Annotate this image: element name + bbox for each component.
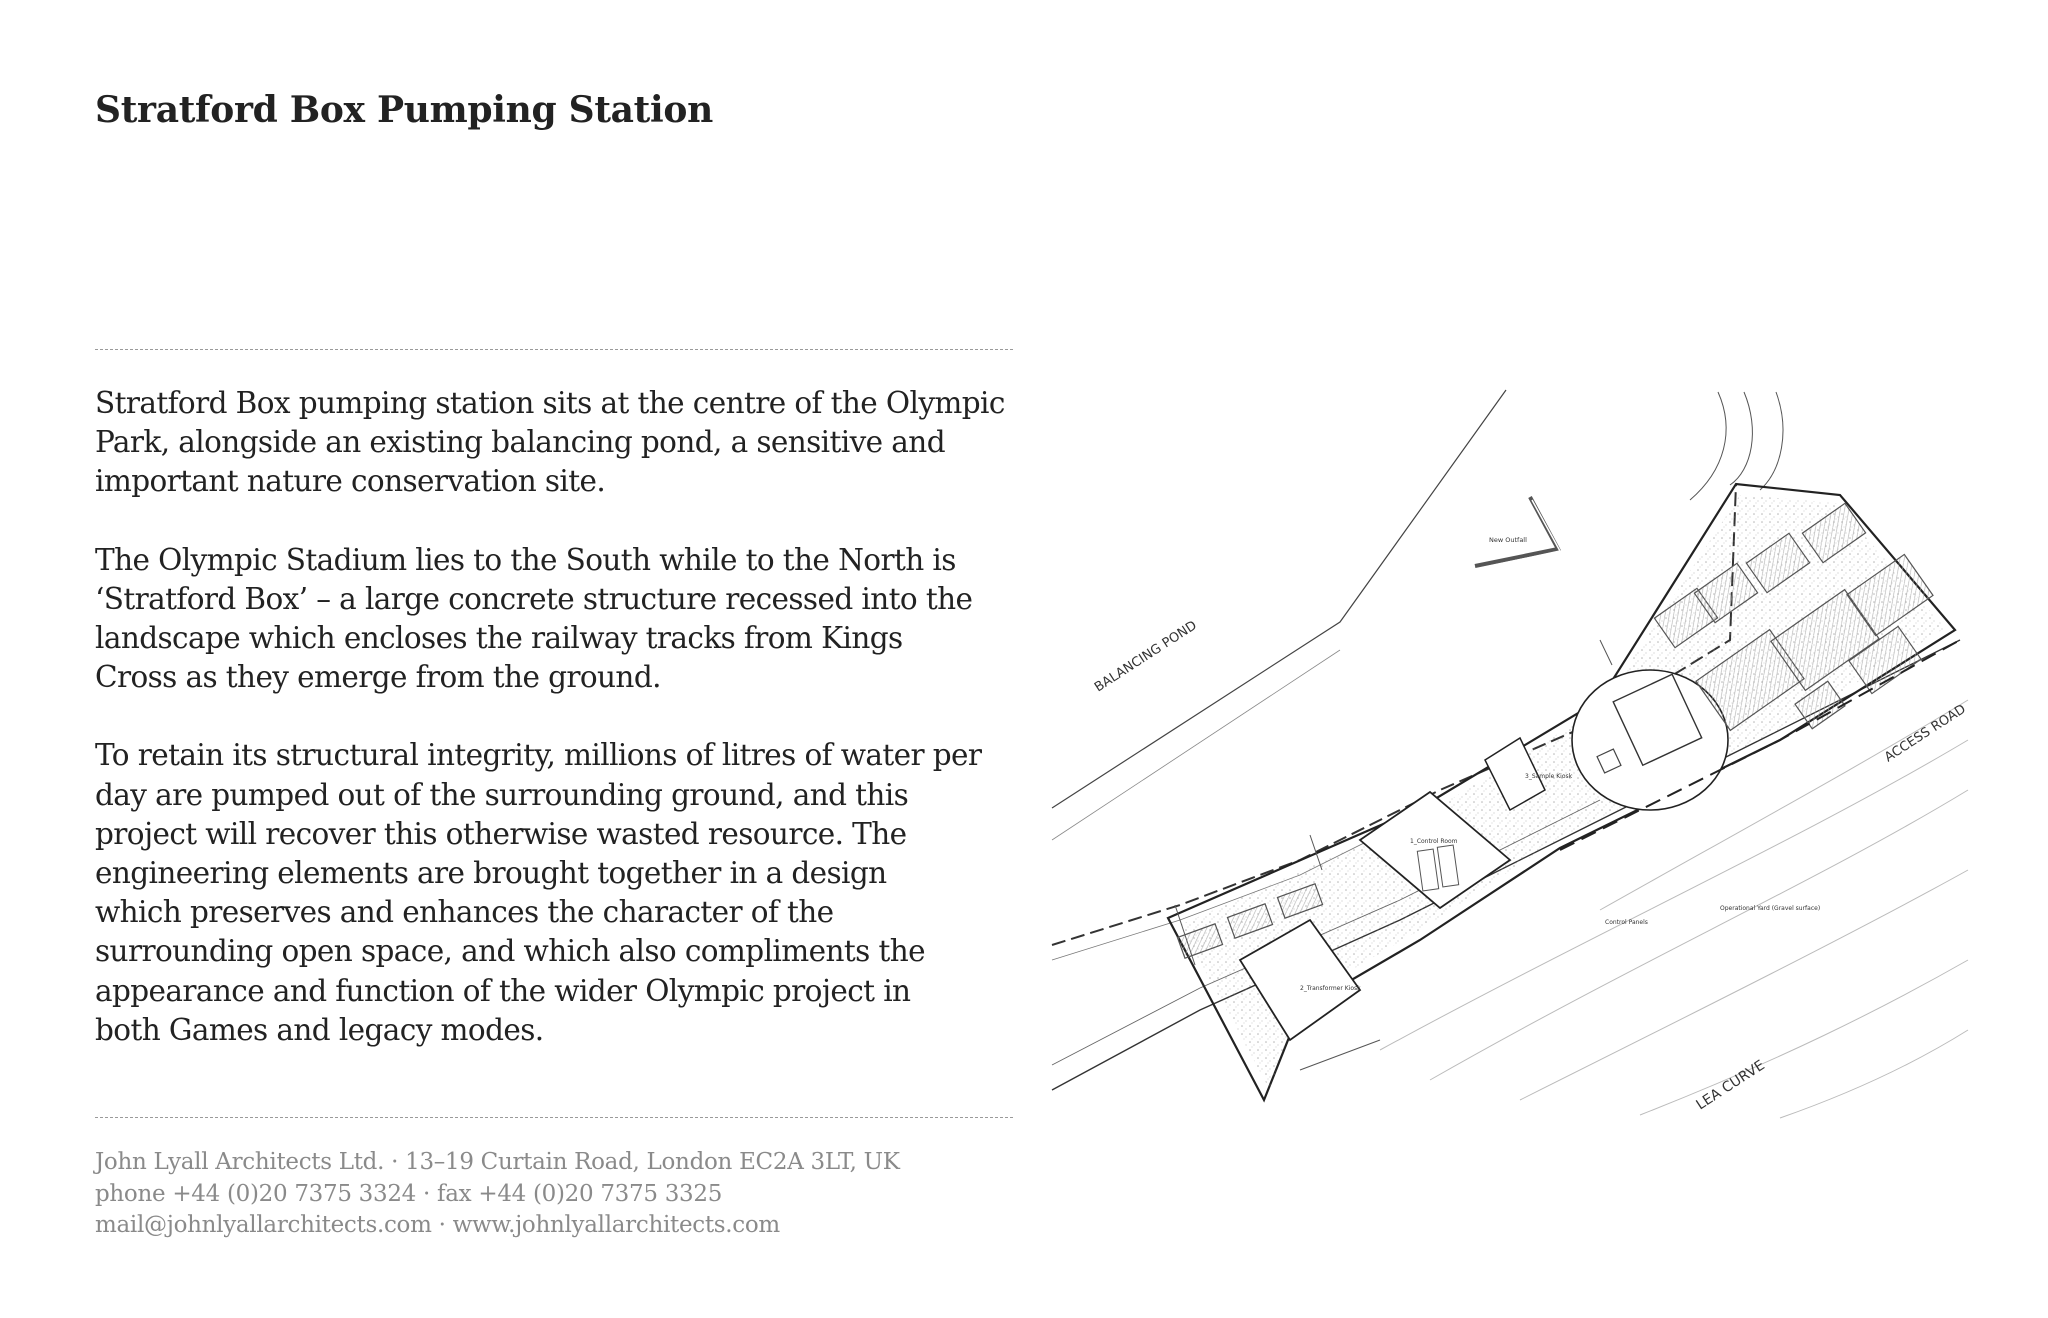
- description-paragraph-1: Stratford Box pumping station sits at the centre of the Olympic Park, alongside an existing balancing pond, a sensitive and important nature conservation site.: [95, 386, 1005, 499]
- label-transformer-kiosk: 2_Transformer Kiosk: [1300, 985, 1361, 992]
- description-paragraph-2: The Olympic Stadium lies to the South while to the North is ‘Stratford Box’ – a large concrete structure recessed into the landscape which encloses the railway tracks from Kings Cross as they emerge from the ground.: [95, 542, 973, 695]
- track-curve-3: [1760, 392, 1783, 490]
- footer-web: mail@johnlyallarchitects.com · www.johnlyallarchitects.com: [95, 1212, 780, 1238]
- label-sample-kiosk: 3_Sample Kiosk: [1525, 773, 1573, 780]
- label-control-room: 1_Control Room: [1410, 838, 1458, 845]
- pond-edge-inner: [1052, 650, 1340, 840]
- label-balancing-pond: BALANCING POND: [1092, 618, 1200, 696]
- label-operational-yard: Operational Yard (Gravel surface): [1720, 905, 1821, 912]
- top-divider: [95, 349, 1013, 350]
- track-curve-2: [1730, 392, 1752, 485]
- outfall-symbol: [1475, 497, 1558, 566]
- page-title: Stratford Box Pumping Station: [95, 89, 713, 131]
- footer-phone: phone +44 (0)20 7375 3324 · fax +44 (0)20 7375 3325: [95, 1180, 723, 1207]
- label-new-outfall: New Outfall: [1489, 536, 1527, 544]
- label-access-road: ACCESS ROAD: [1882, 701, 1969, 766]
- pond-edge: [1052, 390, 1506, 808]
- site-plan-drawing: [1050, 385, 1980, 1125]
- bottom-divider: [95, 1117, 1013, 1118]
- label-control-panels: Control Panels: [1605, 919, 1648, 926]
- description-paragraph-3: To retain its structural integrity, millions of litres of water per day are pumped out of the surrounding ground, and this project will recover this otherwise wasted resource. The engineering elements are brought together in a design which preserves and enhances the character of the surrounding open space, and which also compliments the appearance and function of the wider Olympic project in both Games and legacy modes.: [95, 738, 982, 1047]
- label-lea-curve: LEA CURVE: [1693, 1057, 1768, 1114]
- contact-footer: [95, 1147, 900, 1242]
- description: [95, 384, 1025, 1089]
- track-curve-1: [1690, 392, 1726, 500]
- footer-address: John Lyall Architects Ltd. · 13–19 Curtain Road, London EC2A 3LT, UK: [95, 1149, 900, 1175]
